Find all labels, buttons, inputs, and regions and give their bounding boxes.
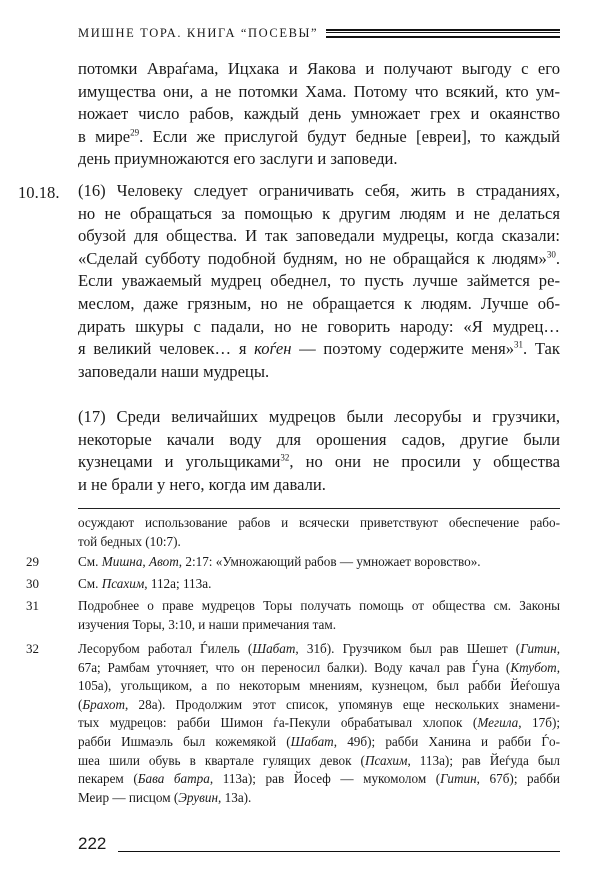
text-run: , 28а). Продолжим этот список, упомянув еще нескольких знамени- <box>125 696 560 712</box>
text-line <box>78 714 560 733</box>
header-rule <box>326 29 560 38</box>
text-run: , 112а; 113а. <box>144 576 212 591</box>
footnote-separator <box>78 508 560 509</box>
text-run: (17) Среди величайших мудрецов были лесорубы и грузчики, <box>78 407 560 426</box>
text-line <box>78 361 560 384</box>
running-header <box>78 24 560 42</box>
text-run: ножает число рабов, каждый день умножает грех и окаянство <box>78 104 560 124</box>
text-run: 67а; Рамбам уточняет, что он переносил балки). Воду качал рав Ѓуна ( <box>78 659 511 675</box>
text-line <box>78 770 560 789</box>
text-run: . <box>555 248 560 268</box>
footnote-number: 29 <box>26 554 39 569</box>
text-run: , <box>556 659 560 675</box>
text-run: Лесорубом работал Ѓилель ( <box>78 641 253 656</box>
running-header-title: МИШНЕ ТОРА. КНИГА “ПОСЕВЫ” <box>78 25 319 40</box>
text-run: , но они не просили у общества <box>289 452 560 472</box>
text-run: «Сделай субботу подобной будням, но не обращайся к людям» <box>78 248 547 268</box>
text-run: См. <box>78 576 102 591</box>
text-run: той бедных (10:7). <box>78 533 181 549</box>
text-run: . Если же прислугой будут бедные [евреи], то каждый <box>139 126 560 146</box>
text-line <box>78 514 560 533</box>
text-run: заповедали наши мудрецы. <box>78 361 270 381</box>
text-run: , <box>556 641 560 656</box>
text-run: осуждают использование рабов и всячески приветствуют обеспечение рабо- <box>78 515 560 530</box>
footnote-ref: 29 <box>130 127 140 138</box>
text-run: дирать шкуры с падали, но не говорить народу: «Я мудрец… <box>78 316 560 336</box>
text-run: , <box>142 554 150 569</box>
paragraph-17 <box>78 406 560 496</box>
text-run: ( <box>78 696 83 712</box>
text-run: в мире <box>78 126 131 146</box>
footnote-number: 30 <box>26 576 39 591</box>
text-run: некоторые качали воду для орошения садов, другие были <box>78 429 560 449</box>
text-line <box>78 316 560 339</box>
text-run: , 2:17: «Умножающий рабов — умножает воровство». <box>178 554 481 569</box>
text-run: , 49б); рабби Ханина и рабби Ѓо- <box>333 733 560 749</box>
text-line <box>78 225 560 248</box>
text-line <box>78 429 560 452</box>
text-line <box>78 553 560 572</box>
text-run: пекарем ( <box>78 771 138 787</box>
text-line <box>78 248 560 271</box>
text-line <box>78 733 560 752</box>
paragraph-continuation <box>78 58 560 171</box>
text-run: я великий человек… я <box>78 339 255 359</box>
italic-title: коѓен <box>254 339 292 359</box>
text-run: и не брали у него, когда им давали. <box>78 474 326 494</box>
footer-rule <box>118 851 560 852</box>
text-run: (16) Человеку следует ограничивать себя, жить в страданиях, <box>78 181 560 200</box>
text-line <box>78 451 560 474</box>
italic-title: Эрувин <box>178 789 219 805</box>
footnote-number: 31 <box>26 598 39 613</box>
text-line <box>78 203 560 226</box>
text-run: , 113а); рав Йосеф — мукомолом ( <box>209 771 441 787</box>
footnote <box>78 514 560 551</box>
text-run: , 17б); <box>518 715 561 731</box>
footnote <box>26 575 560 594</box>
text-line <box>78 126 560 149</box>
text-run: рабби Ишмаэль был кожемякой ( <box>78 733 291 749</box>
paragraph-16 <box>78 180 560 383</box>
italic-title: Псахим <box>101 576 145 591</box>
text-run: , 113а); рав Йеѓуда был <box>407 752 560 768</box>
text-line <box>78 789 560 808</box>
text-line <box>78 81 560 104</box>
text-run: , 67б); рабби <box>476 771 560 787</box>
text-run: но не обращаться за помощью к другим людям и не делаться <box>78 203 560 223</box>
footnote-number: 32 <box>26 641 39 656</box>
text-line <box>78 597 560 616</box>
text-line <box>78 640 560 659</box>
text-line <box>78 338 560 361</box>
section-number: 10.18. <box>18 183 60 202</box>
text-line <box>78 533 560 552</box>
text-run: меслом, даже грязным, но не обращается к людям. Лучше об- <box>78 293 560 313</box>
italic-title: Шабат <box>290 733 334 749</box>
footnote-ref: 30 <box>546 249 556 260</box>
text-run: обузой для общества. И так заповедали мудрецы, когда сказали: <box>78 226 560 246</box>
text-run: день приумножаются его заслуги и заповеди. <box>78 149 398 169</box>
italic-title: Бава батра <box>137 771 210 787</box>
text-run: Если уважаемый мудрец обеднел, то пусть лучше займется ре- <box>78 271 560 291</box>
italic-title: Ктубот <box>510 659 557 675</box>
text-run: , 13а). <box>218 789 252 805</box>
text-run: См. <box>78 554 102 569</box>
text-line <box>78 659 560 678</box>
footnote <box>26 597 560 634</box>
text-run: . Так <box>523 339 560 359</box>
text-line <box>78 103 560 126</box>
italic-title: Псахим <box>364 752 408 768</box>
italic-title: Гитин <box>440 771 477 787</box>
text-run: изучения Торы, 3:10, и наши примечания там. <box>78 616 337 632</box>
text-line <box>78 474 560 497</box>
text-line <box>78 270 560 293</box>
text-run: кузнецами и угольщиками <box>78 452 281 472</box>
italic-title: Мишна <box>101 554 143 569</box>
italic-title: Шабат <box>252 641 296 656</box>
text-line <box>78 148 560 171</box>
text-run: — поэтому содержите меня» <box>291 339 514 359</box>
footnote-ref: 31 <box>514 339 523 350</box>
italic-title: Гитин <box>520 641 557 656</box>
text-run: имущества они, а не потомки Хама. Потому что всякий, кто ум- <box>78 81 560 101</box>
page-number: 222 <box>78 834 107 853</box>
footnote <box>26 553 560 572</box>
text-line <box>78 752 560 771</box>
text-line <box>78 293 560 316</box>
text-run: Меир — писцом ( <box>78 789 179 805</box>
text-line <box>78 696 560 715</box>
text-run: тых мудрецов: рабби Шимон ѓа-Пекули обрабатывал хлопок ( <box>78 715 478 731</box>
text-line <box>78 677 560 696</box>
text-line <box>78 180 560 203</box>
italic-title: Мегила <box>477 715 519 731</box>
text-line <box>78 406 560 429</box>
text-line <box>78 58 560 81</box>
text-run: Подробнее о праве мудрецов Торы получать помощь от общества см. Законы <box>78 598 560 613</box>
italic-title: Брахот <box>82 696 126 712</box>
text-line <box>78 575 560 594</box>
text-run: шеа шили обувь в квартале гулящих девок ( <box>78 752 365 768</box>
text-run: , 31б). Грузчиком был рав Шешет ( <box>295 641 521 656</box>
text-run: потомки Авраѓама, Ицхака и Яакова и получают выгоду с его <box>78 59 560 78</box>
text-run: 105а), угольщиком, а по некоторым мнениям, кузнецом, был рабби Йеѓошуа <box>78 678 560 694</box>
text-line <box>78 616 560 635</box>
footnote <box>26 640 561 807</box>
italic-title: Авот <box>149 554 179 569</box>
footnote-ref: 32 <box>280 452 290 463</box>
